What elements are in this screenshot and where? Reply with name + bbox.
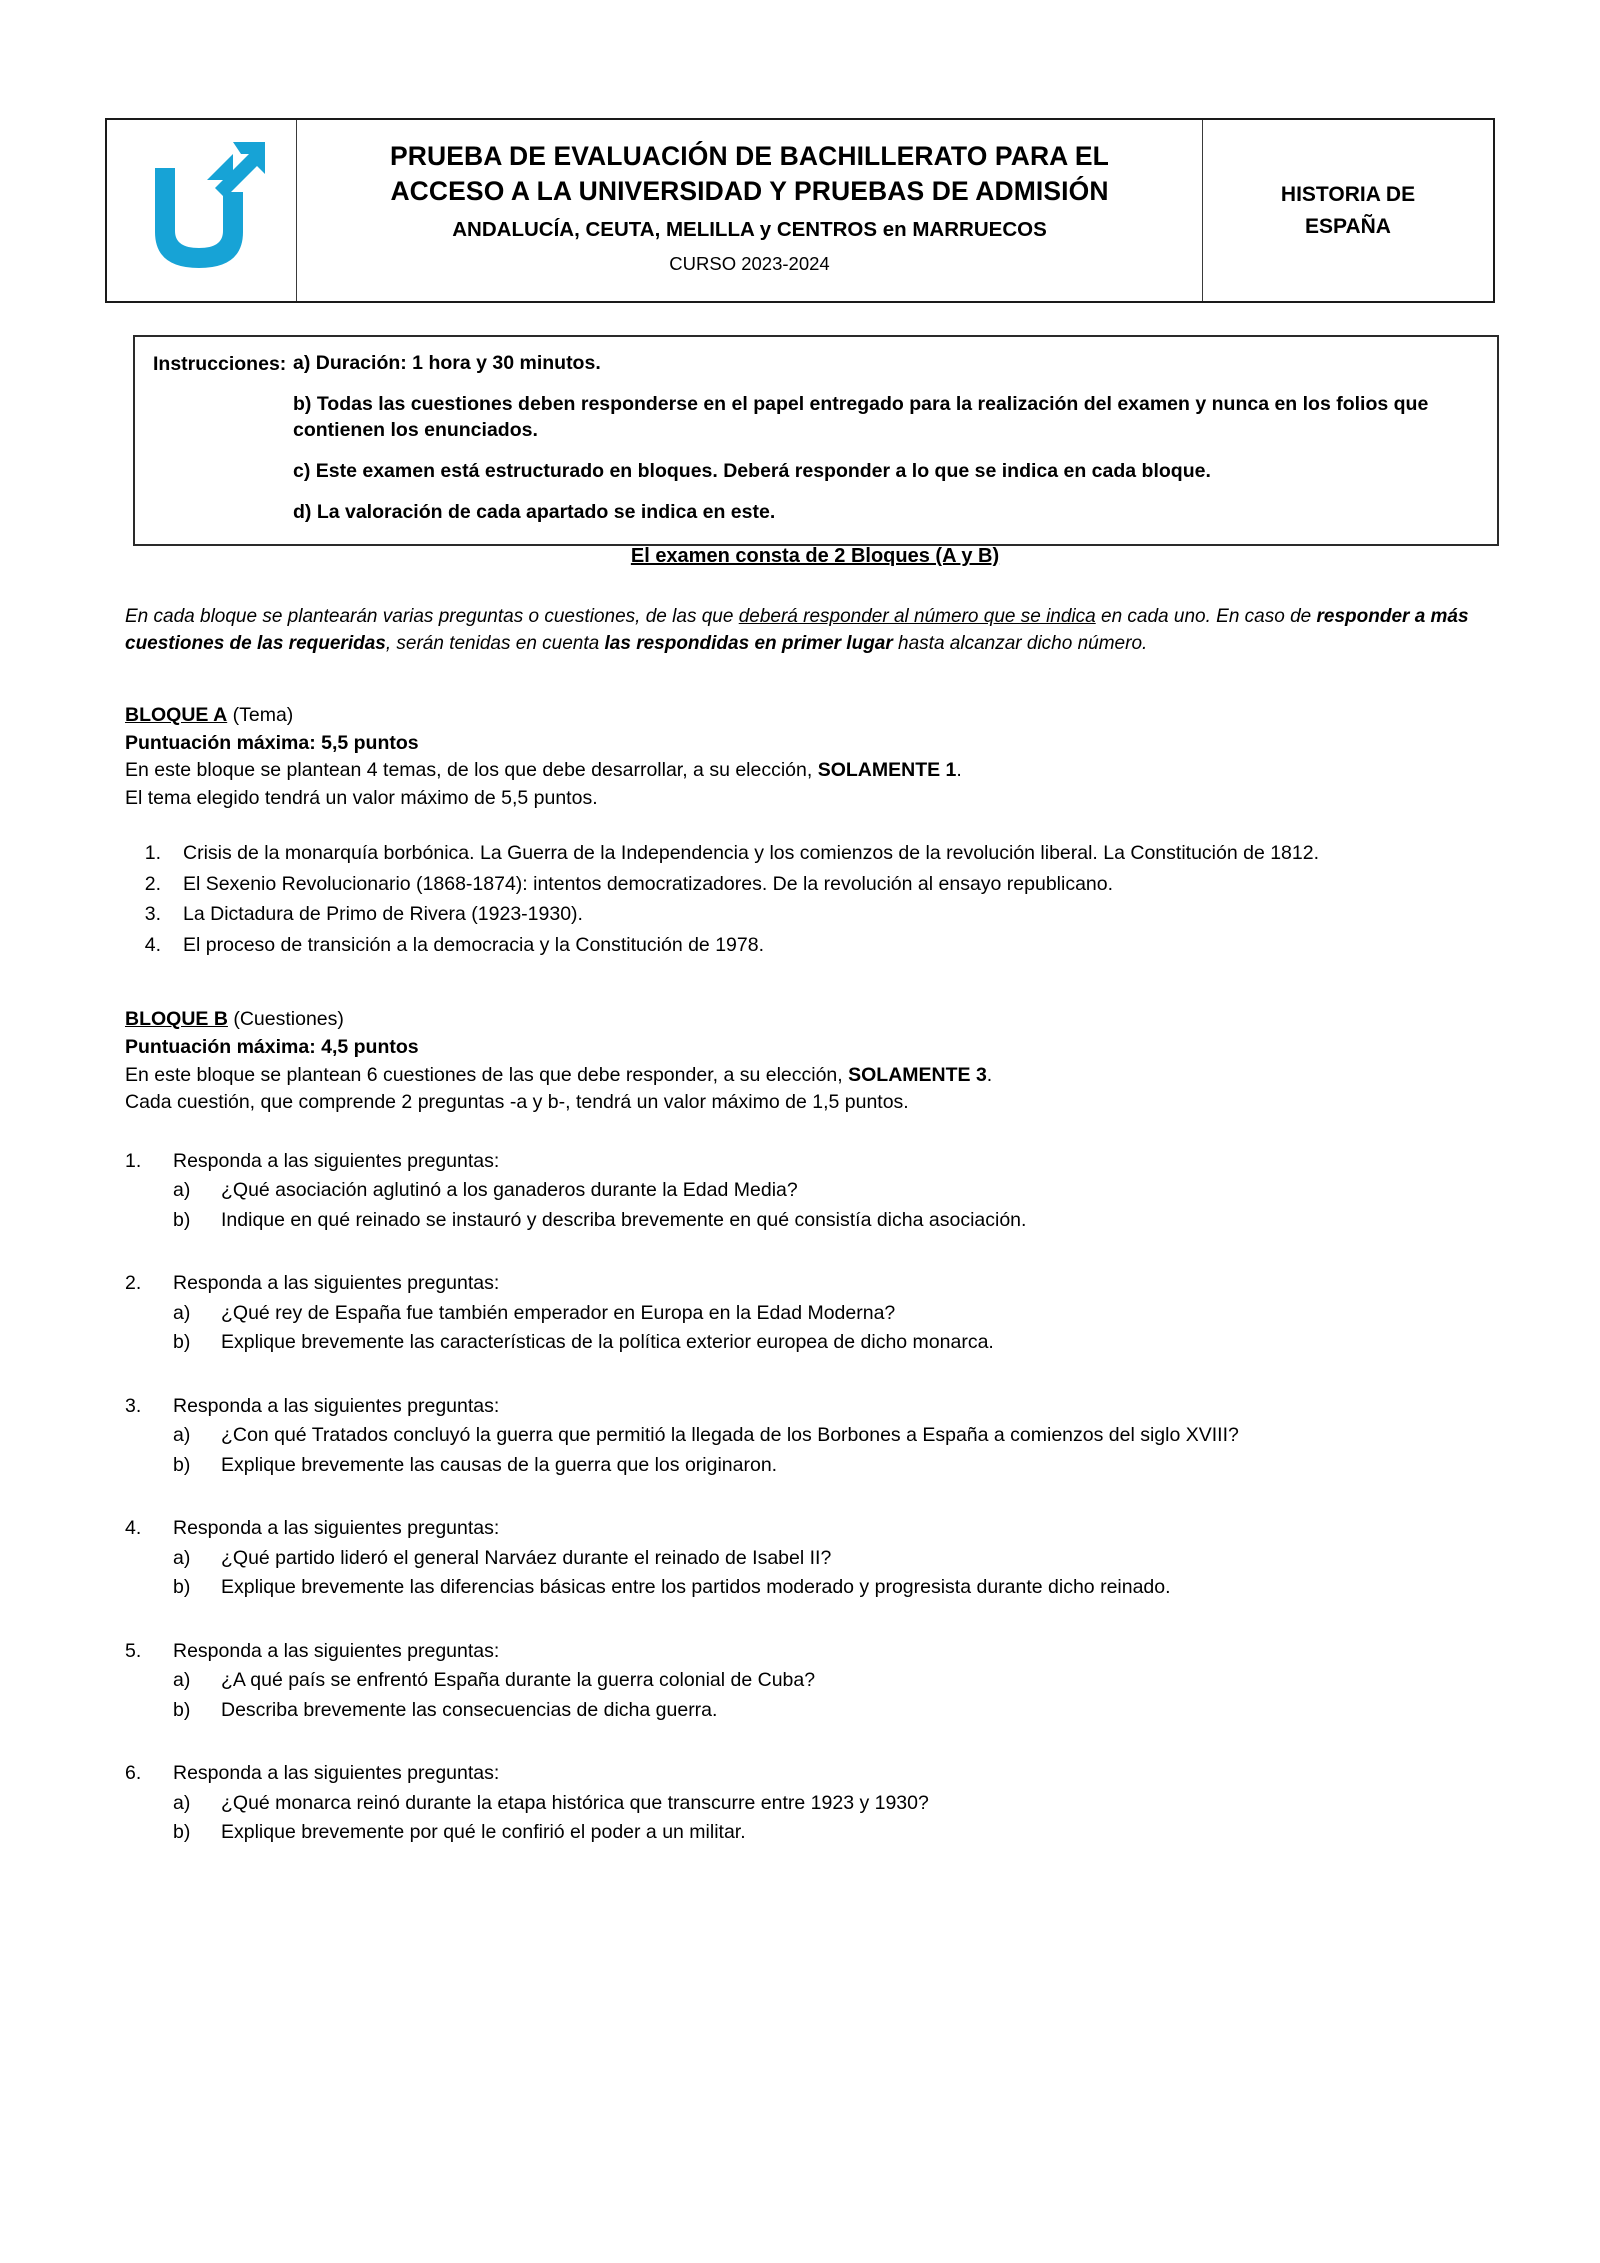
intro-part-3: , serán tenidas en cuenta <box>385 632 605 654</box>
list-item <box>125 1269 1505 1358</box>
question-stem: Responda a las siguientes preguntas: <box>173 1272 500 1295</box>
question-number: 5. <box>125 1639 142 1662</box>
question-number: 3. <box>125 1394 142 1417</box>
intro-bold-1: responder a más cuestiones de las requeridas <box>125 606 1469 654</box>
sub-text: ¿Qué partido lideró el general Narváez durante el reinado de Isabel II? <box>221 1546 832 1569</box>
block-a-instruction-line-1 <box>125 757 1505 785</box>
sub-marker: a) <box>173 1669 191 1692</box>
block-a-line1-pre: En este bloque se plantean 4 temas, de los que debe desarrollar, a su elección, <box>125 759 818 782</box>
question-stem: Responda a las siguientes preguntas: <box>173 1517 500 1540</box>
instructions-list <box>293 351 1481 528</box>
header-subject-cell <box>1203 120 1493 301</box>
list-item <box>125 1392 1505 1481</box>
section-spacer <box>125 962 1505 1006</box>
sub-text: Explique brevemente las diferencias básicas entre los partidos moderado y progresista durante dicho reinado. <box>221 1576 1171 1599</box>
list-item <box>125 931 1505 960</box>
question-sub-a <box>125 1666 1505 1696</box>
block-b-line1-post: . <box>986 1063 993 1086</box>
sub-marker: b) <box>173 1208 191 1231</box>
list-item <box>125 1759 1505 1848</box>
header-title-cell <box>297 120 1203 301</box>
question-number: 6. <box>125 1762 142 1785</box>
list-item <box>125 1514 1505 1603</box>
exam-header-box <box>105 118 1495 303</box>
question-sub-b <box>125 1328 1505 1358</box>
intro-bold-2: las respondidas en primer lugar <box>604 632 893 654</box>
list-item <box>125 1637 1505 1726</box>
question-stem: Responda a las siguientes preguntas: <box>173 1149 500 1172</box>
question-sub-b <box>125 1573 1505 1603</box>
question-head <box>125 1637 1505 1666</box>
block-a-title-main: BLOQUE A <box>125 703 228 726</box>
block-a-title <box>125 702 1505 730</box>
block-b-title-paren: (Cuestiones) <box>227 1008 344 1031</box>
question-stem: Responda a las siguientes preguntas: <box>173 1639 500 1662</box>
question-sub-a <box>125 1176 1505 1206</box>
instructions-box <box>133 335 1499 546</box>
topic-number: 1. <box>144 841 161 864</box>
question-sub-b <box>125 1696 1505 1726</box>
header-logo-cell <box>107 120 297 301</box>
question-sub-b <box>125 1451 1505 1481</box>
sub-text: Explique brevemente las características de la política exterior europea de dicho monarca. <box>221 1331 994 1354</box>
sub-marker: b) <box>173 1576 191 1599</box>
block-a-line1-bold: SOLAMENTE 1 <box>817 759 957 782</box>
sub-marker: b) <box>173 1698 191 1721</box>
sub-marker: a) <box>173 1179 191 1202</box>
block-a-topic-list <box>125 839 1505 960</box>
question-head <box>125 1392 1505 1421</box>
sub-marker: b) <box>173 1331 191 1354</box>
question-sub-a <box>125 1544 1505 1574</box>
list-item <box>125 839 1505 868</box>
question-sub-a <box>125 1421 1505 1451</box>
intro-part-4: hasta alcanzar dicho número. <box>892 632 1148 654</box>
sub-text: ¿Con qué Tratados concluyó la guerra que permitió la llegada de los Borbones a España a comienzos del siglo XVIII? <box>221 1424 1239 1447</box>
sub-text: ¿Qué asociación aglutinó a los ganaderos durante la Edad Media? <box>221 1179 798 1202</box>
question-sub-a <box>125 1299 1505 1329</box>
subject-name-line-2: ESPAÑA <box>1305 214 1391 238</box>
exam-title-line-1: PRUEBA DE EVALUACIÓN DE BACHILLERATO PARA EL <box>390 141 1109 172</box>
block-b-question-list <box>125 1147 1505 1848</box>
block-b-section <box>125 1006 1505 1848</box>
sub-marker: a) <box>173 1546 191 1569</box>
block-a-line1-post: . <box>956 759 962 782</box>
block-b-line1-bold: SOLAMENTE 3 <box>848 1063 987 1086</box>
sub-text: ¿Qué monarca reinó durante la etapa histórica que transcurre entre 1923 y 1930? <box>221 1791 929 1814</box>
question-head <box>125 1147 1505 1176</box>
topic-text: El Sexenio Revolucionario (1868-1874): intentos democratizadores. De la revolución al ensayo republicano. <box>183 872 1114 895</box>
intro-part-2: en cada uno. En caso de <box>1095 606 1317 627</box>
block-b-line1-pre: En este bloque se plantean 6 cuestiones de las que debe responder, a su elección, <box>125 1063 849 1086</box>
instruction-item-a: a) Duración: 1 hora y 30 minutos. <box>293 352 601 374</box>
topic-number: 4. <box>144 934 161 957</box>
block-b-title <box>125 1006 1505 1034</box>
block-b-title-main: BLOQUE B <box>125 1008 228 1031</box>
list-item <box>125 900 1505 929</box>
instruction-item-c: c) Este examen está estructurado en bloques. Deberá responder a lo que se indica en cada bloque. <box>293 459 1211 482</box>
question-head <box>125 1759 1505 1788</box>
block-a-score: Puntuación máxima: 5,5 puntos <box>125 731 419 754</box>
exam-title-line-2: ACCESO A LA UNIVERSIDAD Y PRUEBAS DE ADMISIÓN <box>390 175 1109 206</box>
block-a-title-paren: (Tema) <box>227 703 294 726</box>
block-b-instruction-line-1 <box>125 1062 1505 1090</box>
intro-part-1: En cada bloque se plantearán varias preguntas o cuestiones, de las que <box>125 606 739 627</box>
sub-marker: a) <box>173 1791 191 1814</box>
question-number: 4. <box>125 1517 142 1540</box>
exam-content <box>125 545 1505 1882</box>
question-head <box>125 1269 1505 1298</box>
topic-text: Crisis de la monarquía borbónica. La Guerra de la Independencia y los comienzos de la revolución liberal. La Constitución de 1812. <box>183 841 1320 864</box>
exam-course-subtitle: CURSO 2023-2024 <box>669 252 830 274</box>
university-logo-icon <box>137 136 267 286</box>
intro-paragraph <box>125 604 1505 658</box>
question-stem: Responda a las siguientes preguntas: <box>173 1762 500 1785</box>
sub-text: Explique brevemente por qué le confirió el poder a un militar. <box>221 1821 746 1844</box>
instructions-label: Instrucciones: <box>153 353 287 375</box>
topic-number: 3. <box>144 903 161 926</box>
intro-underlined: deberá responder al número que se indica <box>738 606 1096 627</box>
block-a-instruction-line-2: El tema elegido tendrá un valor máximo de 5,5 puntos. <box>125 787 598 809</box>
sub-text: ¿A qué país se enfrentó España durante la guerra colonial de Cuba? <box>221 1669 816 1692</box>
sub-marker: a) <box>173 1301 191 1324</box>
question-number: 1. <box>125 1149 142 1172</box>
sub-text: Indique en qué reinado se instauró y describa brevemente en qué consistía dicha asociación. <box>221 1208 1027 1231</box>
list-item <box>125 1147 1505 1236</box>
instruction-item-d: d) La valoración de cada apartado se indica en este. <box>293 500 776 523</box>
topic-number: 2. <box>144 872 161 895</box>
question-number: 2. <box>125 1272 142 1295</box>
question-sub-b <box>125 1818 1505 1848</box>
question-sub-b <box>125 1206 1505 1236</box>
sub-text: Explique brevemente las causas de la guerra que los originaron. <box>221 1453 778 1476</box>
sub-marker: b) <box>173 1453 191 1476</box>
sub-text: ¿Qué rey de España fue también emperador en Europa en la Edad Moderna? <box>221 1301 896 1324</box>
topic-text: El proceso de transición a la democracia y la Constitución de 1978. <box>183 934 764 957</box>
block-a-section <box>125 702 1505 960</box>
block-b-instruction-line-2: Cada cuestión, que comprende 2 preguntas -a y b-, tendrá un valor máximo de 1,5 puntos. <box>125 1091 909 1114</box>
exam-region-subtitle: ANDALUCÍA, CEUTA, MELILLA y CENTROS en MARRUECOS <box>452 218 1047 242</box>
block-b-score: Puntuación máxima: 4,5 puntos <box>125 1035 419 1058</box>
sub-marker: b) <box>173 1821 191 1844</box>
exam-structure-heading: El examen consta de 2 Bloques (A y B) <box>630 545 1000 567</box>
question-head <box>125 1514 1505 1543</box>
sub-text: Describa brevemente las consecuencias de dicha guerra. <box>221 1698 718 1721</box>
sub-marker: a) <box>173 1424 191 1447</box>
question-sub-a <box>125 1789 1505 1819</box>
list-item <box>125 870 1505 899</box>
topic-text: La Dictadura de Primo de Rivera (1923-1930). <box>183 903 583 926</box>
question-stem: Responda a las siguientes preguntas: <box>173 1394 500 1417</box>
instruction-item-b: b) Todas las cuestiones deben responderse en el papel entregado para la realización del examen y nunca en los folios que contienen los enunciados. <box>293 392 1429 441</box>
subject-name-line-1: HISTORIA DE <box>1280 183 1416 206</box>
